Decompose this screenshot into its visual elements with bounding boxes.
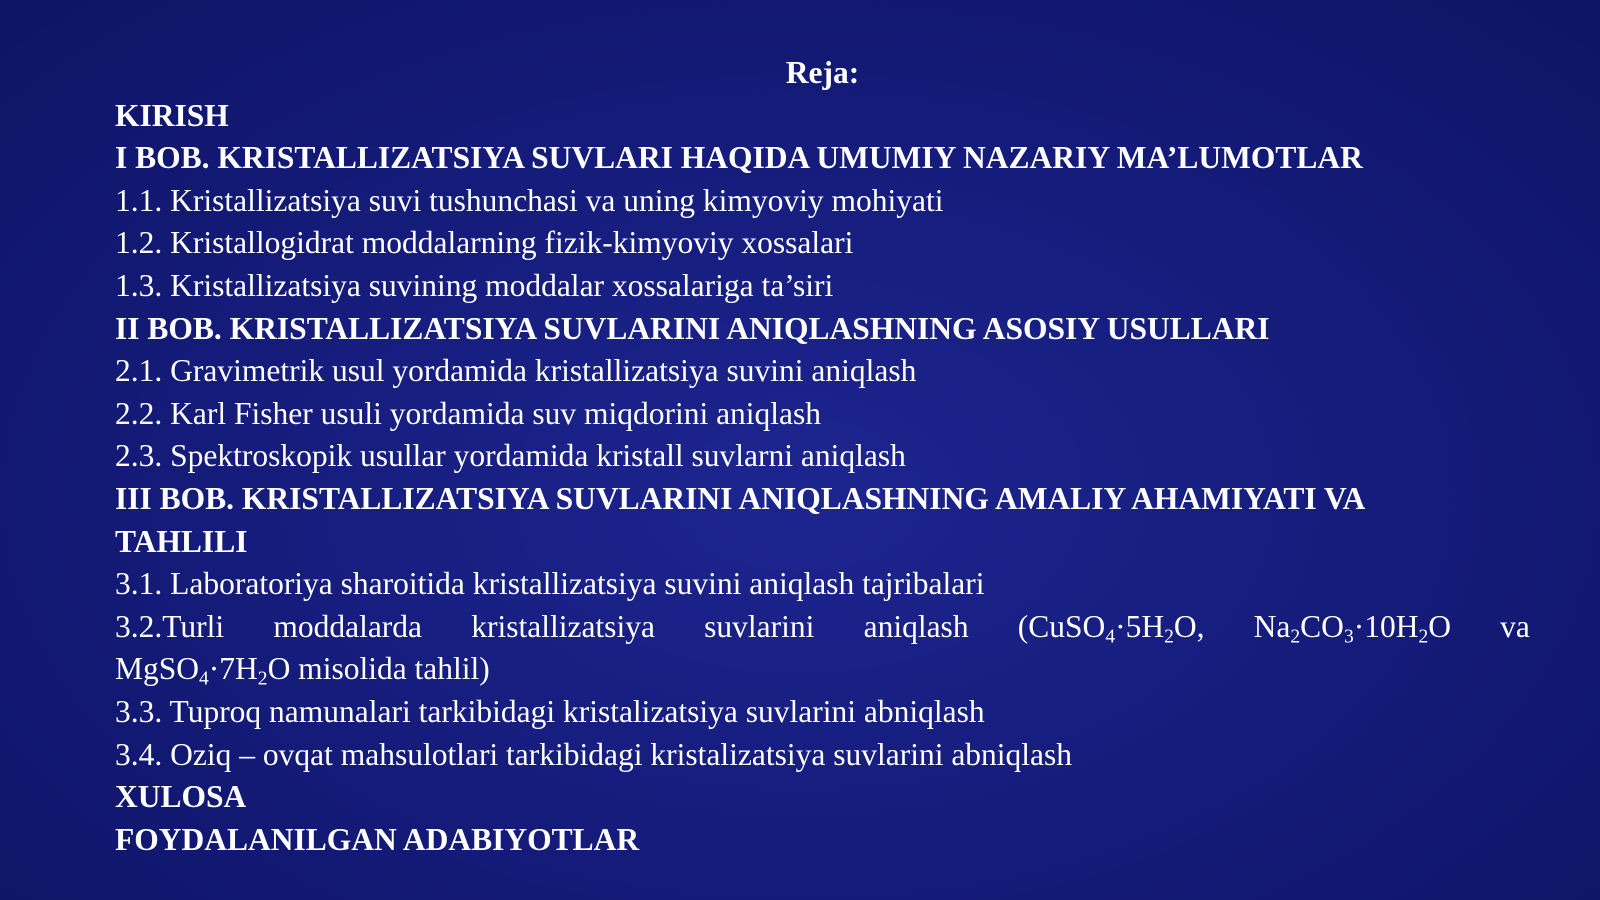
formula-sodium-carbonate: $Na_2CO_3\cdot 10H_2O$ — [1253, 608, 1451, 648]
chapter-1-item: 1.1. Kristallizatsiya suvi tushunchasi va uning kimyoviy mohiyati — [115, 182, 944, 218]
chapter-3-item: 3.1. Laboratoriya sharoitida kristallizatsiya suvini aniqlash tajribalari — [115, 566, 985, 602]
chapter-3-heading: III BOB. KRISTALLIZATSIYA SUVLARINI ANIQLASHNING AMALIY AHAMIYATI VA — [115, 480, 1366, 516]
chapter-3-heading-continuation: TAHLILI — [115, 523, 248, 559]
item-word: aniqlash — [863, 608, 969, 644]
chapter-3-item: 3.3. Tuproq namunalari tarkibidagi kristalizatsiya suvlarini abniqlash — [115, 693, 985, 729]
chapter-1-item: 1.3. Kristallizatsiya suvining moddalar xossalariga ta’siri — [115, 267, 834, 303]
chapter-1-item: 1.2. Kristallogidrat moddalarning fizik-kimyoviy xossalari — [115, 225, 854, 261]
chapter-2-item: 2.1. Gravimetrik usul yordamida kristallizatsiya suvini aniqlash — [115, 353, 917, 389]
chapter-2-item: 2.2. Karl Fisher usuli yordamida suv miqdorini aniqlash — [115, 395, 822, 431]
plan-content — [115, 52, 1530, 861]
item-word: va — [1500, 608, 1530, 644]
chapter-3-item-formula-line — [115, 606, 1530, 649]
item-word: moddalarda — [273, 608, 423, 644]
chapter-1-heading: I BOB. KRISTALLIZATSIYA SUVLARI HAQIDA UMUMIY NAZARIY MA’LUMOTLAR — [115, 140, 1363, 176]
conclusion-heading: XULOSA — [115, 779, 247, 815]
chapter-2-heading: II BOB. KRISTALLIZATSIYA SUVLARINI ANIQLASHNING ASOSIY USULLARI — [115, 310, 1270, 346]
item-word: kristallizatsiya — [471, 608, 655, 644]
page-title: Reja: — [785, 55, 860, 90]
item-word: suvlarini — [704, 608, 815, 644]
references-heading: FOYDALANILGAN ADABIYOTLAR — [115, 821, 640, 857]
item-word: 3.2.Turli — [115, 608, 225, 644]
chapter-3-item: 3.4. Oziq – ovqat mahsulotlari tarkibidagi kristalizatsiya suvlarini abniqlash — [115, 736, 1073, 772]
chapter-2-item: 2.3. Spektroskopik usullar yordamida kristall suvlarni aniqlash — [115, 438, 906, 474]
formula-magnesium-sulfate-line: $MgSO_4\cdot 7H_2O$ misolida tahlil) — [115, 651, 490, 690]
intro-heading: KIRISH — [115, 97, 229, 133]
formula-copper-sulfate: ($CuSO_4\cdot 5H_2O$, — [1017, 608, 1205, 648]
